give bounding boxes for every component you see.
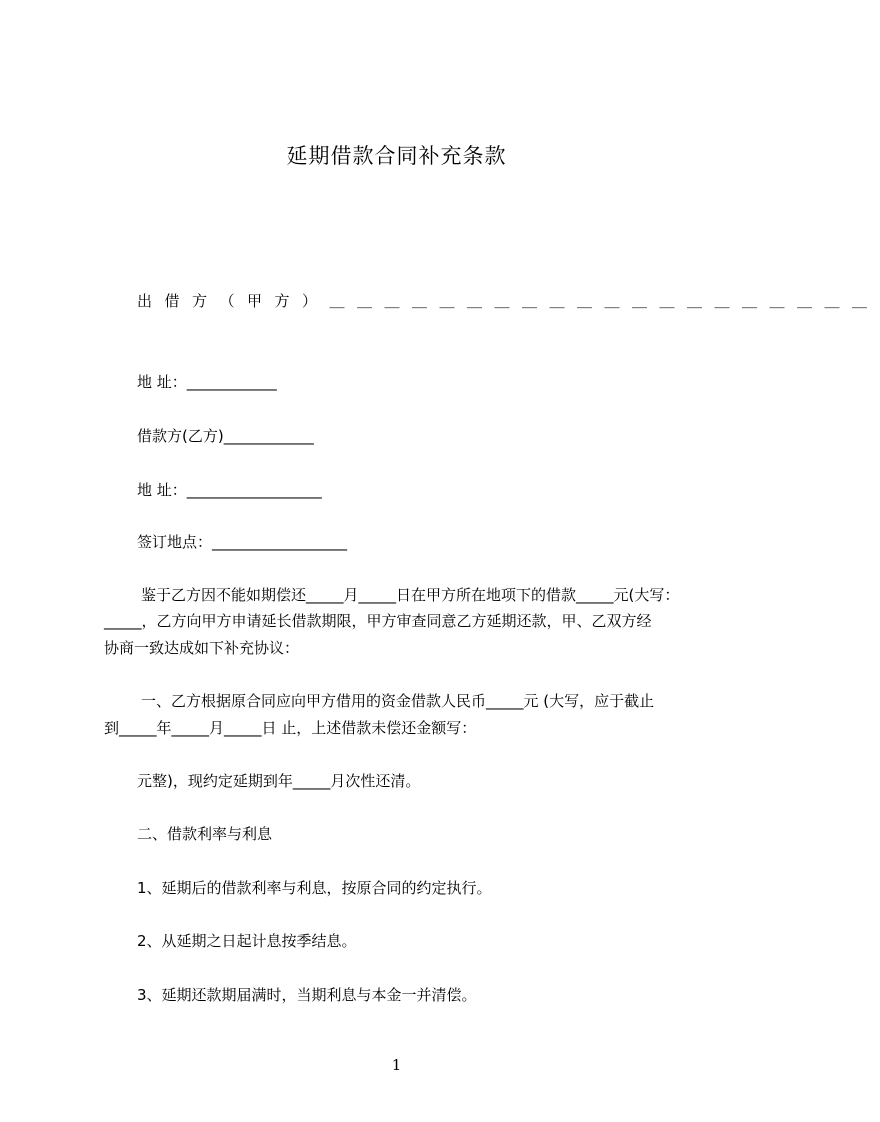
page-number: 1 [391, 1056, 402, 1074]
clause-2-item-1: 1、延期后的借款利率与利息，按原合同的约定执行。 [137, 879, 492, 897]
lender-line: 出借方（甲方）＿＿＿＿＿＿＿＿＿＿＿＿＿＿＿＿＿＿＿＿ [137, 292, 880, 310]
borrower-address-line: 地 址：__________________ [137, 481, 322, 499]
clause-1-line-1: 一、乙方根据原合同应向甲方借用的资金借款人民币_____元 (大写，应于截止 [141, 692, 655, 710]
clause-1-line-3: 元整)，现约定延期到年_____月次性还清。 [137, 772, 421, 790]
signing-place-line: 签订地点：__________________ [137, 533, 348, 551]
intro-paragraph-line-2: _____，乙方向甲方申请延长借款期限，甲方审查同意乙方延期还款，甲、乙双方经 [104, 612, 652, 630]
lender-address-line: 地 址：____________ [137, 373, 277, 391]
document-title: 延期借款合同补充条款 [286, 144, 507, 168]
borrower-line: 借款方(乙方)____________ [137, 427, 314, 445]
intro-paragraph-line-1: 鉴于乙方因不能如期偿还_____月_____日在甲方所在地项下的借款_____元(大写： [141, 586, 680, 604]
clause-2-heading: 二、借款利率与利息 [137, 825, 273, 843]
intro-paragraph-line-3: 协商一致达成如下补充协议： [104, 639, 300, 657]
clause-2-item-3: 3、延期还款期届满时，当期利息与本金一并清偿。 [137, 986, 477, 1004]
clause-2-item-2: 2、从延期之日起计息按季结息。 [137, 932, 357, 950]
clause-1-line-2: 到_____年_____月_____日 止，上述借款未偿还金额写： [104, 719, 477, 737]
